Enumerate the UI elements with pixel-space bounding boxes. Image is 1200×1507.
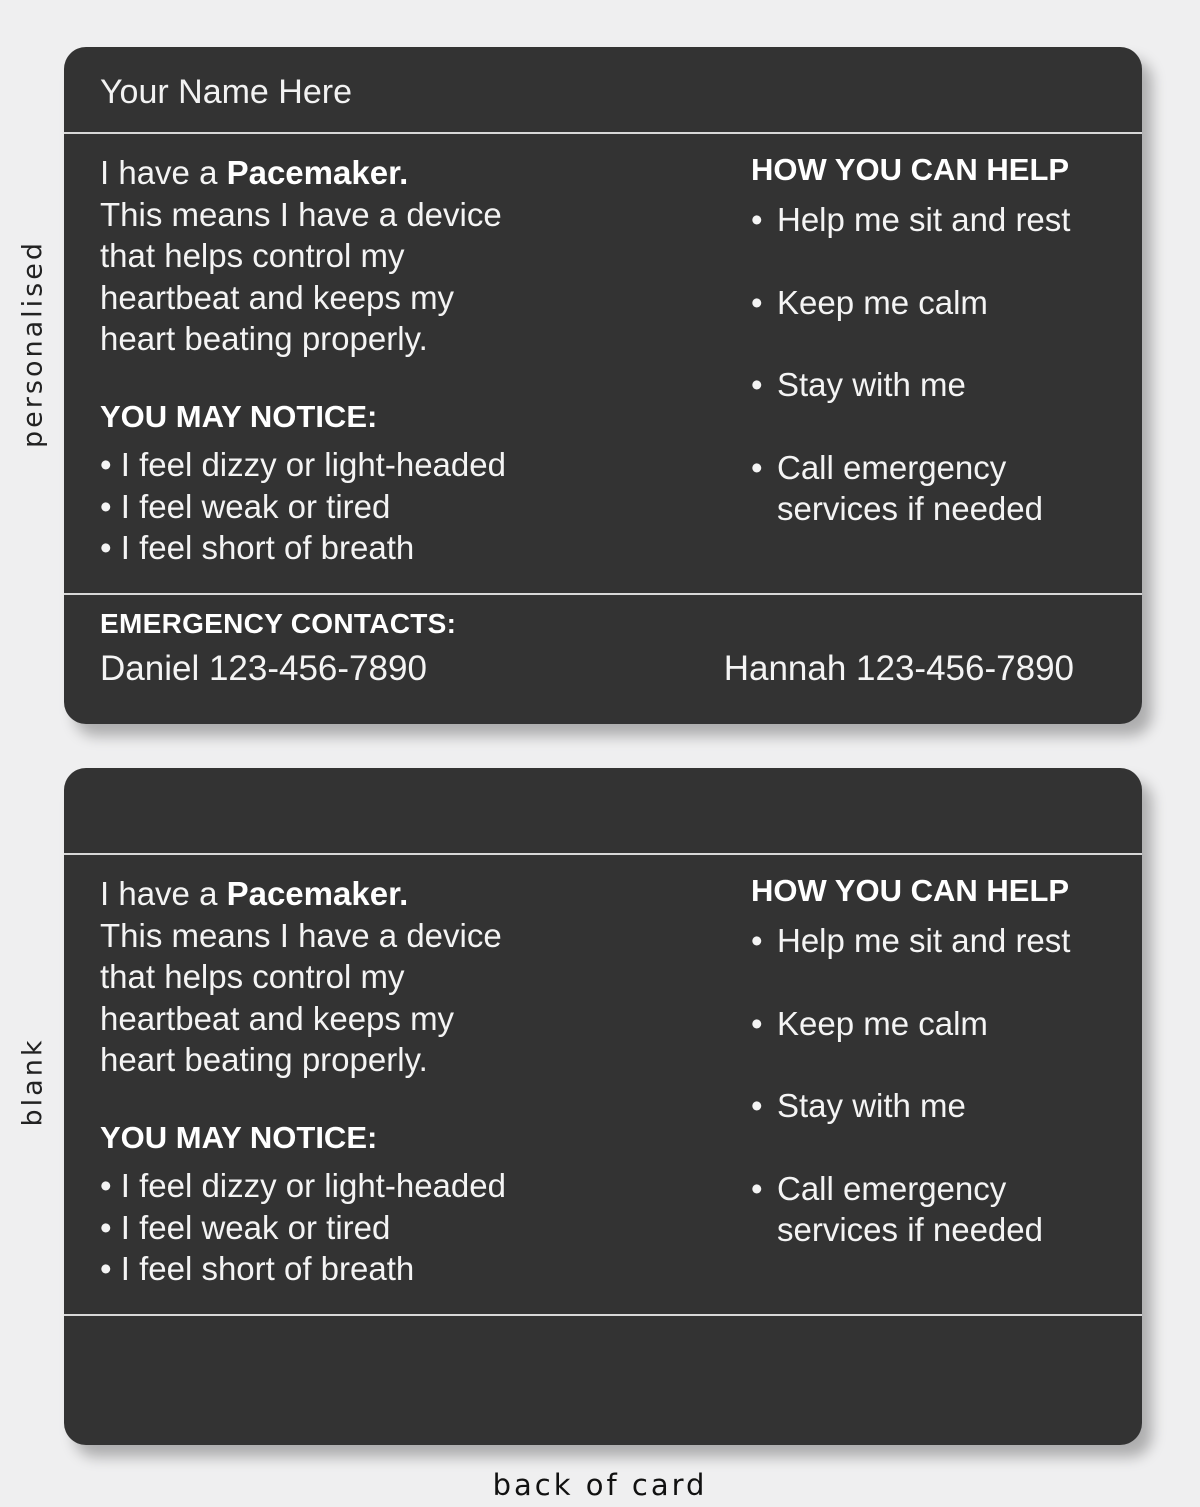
help-item: • Keep me calm bbox=[751, 1003, 1131, 1045]
intro-line: that helps control my bbox=[100, 237, 405, 274]
intro-prefix: I have a bbox=[100, 154, 227, 191]
help-list bbox=[751, 199, 1131, 571]
help-item: • Help me sit and rest bbox=[751, 920, 1131, 962]
notice-heading: YOU MAY NOTICE: bbox=[100, 399, 378, 434]
blank-card bbox=[64, 768, 1142, 1445]
intro-first-line bbox=[100, 873, 700, 915]
intro-line: This means I have a device bbox=[100, 916, 502, 954]
back-of-card-label: back of card bbox=[492, 1468, 708, 1502]
help-heading: HOW YOU CAN HELP bbox=[751, 152, 1070, 187]
help-item: • Stay with me bbox=[751, 1085, 1131, 1127]
help-heading: HOW YOU CAN HELP bbox=[751, 873, 1070, 908]
emergency-contacts-heading: EMERGENCY CONTACTS: bbox=[100, 608, 457, 639]
emergency-contact-2: Hannah 123-456-7890 bbox=[723, 649, 1074, 688]
help-item: • Help me sit and rest bbox=[751, 199, 1131, 241]
top-divider bbox=[64, 853, 1142, 855]
intro-first-line bbox=[100, 152, 700, 194]
intro-line: heart beating properly. bbox=[100, 320, 428, 357]
intro-line: This means I have a device bbox=[100, 195, 502, 233]
intro-prefix: I have a bbox=[100, 875, 227, 912]
intro-line: heartbeat and keeps my bbox=[100, 278, 455, 316]
help-list bbox=[751, 920, 1131, 1292]
help-item: • Call emergency services if needed bbox=[751, 1168, 1131, 1251]
notice-item: • I feel weak or tired bbox=[100, 486, 506, 528]
device-name: Pacemaker. bbox=[226, 154, 409, 191]
emergency-contact-1: Daniel 123-456-7890 bbox=[100, 649, 427, 688]
intro-line: that helps control my bbox=[100, 958, 405, 995]
intro-text bbox=[100, 873, 700, 1081]
notice-list bbox=[100, 1165, 506, 1290]
personalised-label: personalised bbox=[17, 240, 49, 448]
notice-heading: YOU MAY NOTICE: bbox=[100, 1120, 378, 1155]
notice-item: • I feel short of breath bbox=[100, 527, 506, 569]
intro-line: heart beating properly. bbox=[100, 1041, 428, 1078]
intro-text bbox=[100, 152, 700, 360]
device-name: Pacemaker. bbox=[226, 875, 409, 912]
help-item: • Call emergency services if needed bbox=[751, 447, 1131, 530]
notice-item: • I feel short of breath bbox=[100, 1248, 506, 1290]
notice-list bbox=[100, 444, 506, 569]
blank-label: blank bbox=[17, 1037, 49, 1127]
card-holder-name: Your Name Here bbox=[100, 73, 352, 111]
bottom-divider bbox=[64, 593, 1142, 595]
help-item: • Keep me calm bbox=[751, 282, 1131, 324]
help-item: • Stay with me bbox=[751, 364, 1131, 406]
personalised-card bbox=[64, 47, 1142, 724]
notice-item: • I feel weak or tired bbox=[100, 1207, 506, 1249]
notice-item: • I feel dizzy or light-headed bbox=[100, 1165, 506, 1207]
intro-line: heartbeat and keeps my bbox=[100, 999, 455, 1037]
top-divider bbox=[64, 132, 1142, 134]
bottom-divider bbox=[64, 1314, 1142, 1316]
notice-item: • I feel dizzy or light-headed bbox=[100, 444, 506, 486]
